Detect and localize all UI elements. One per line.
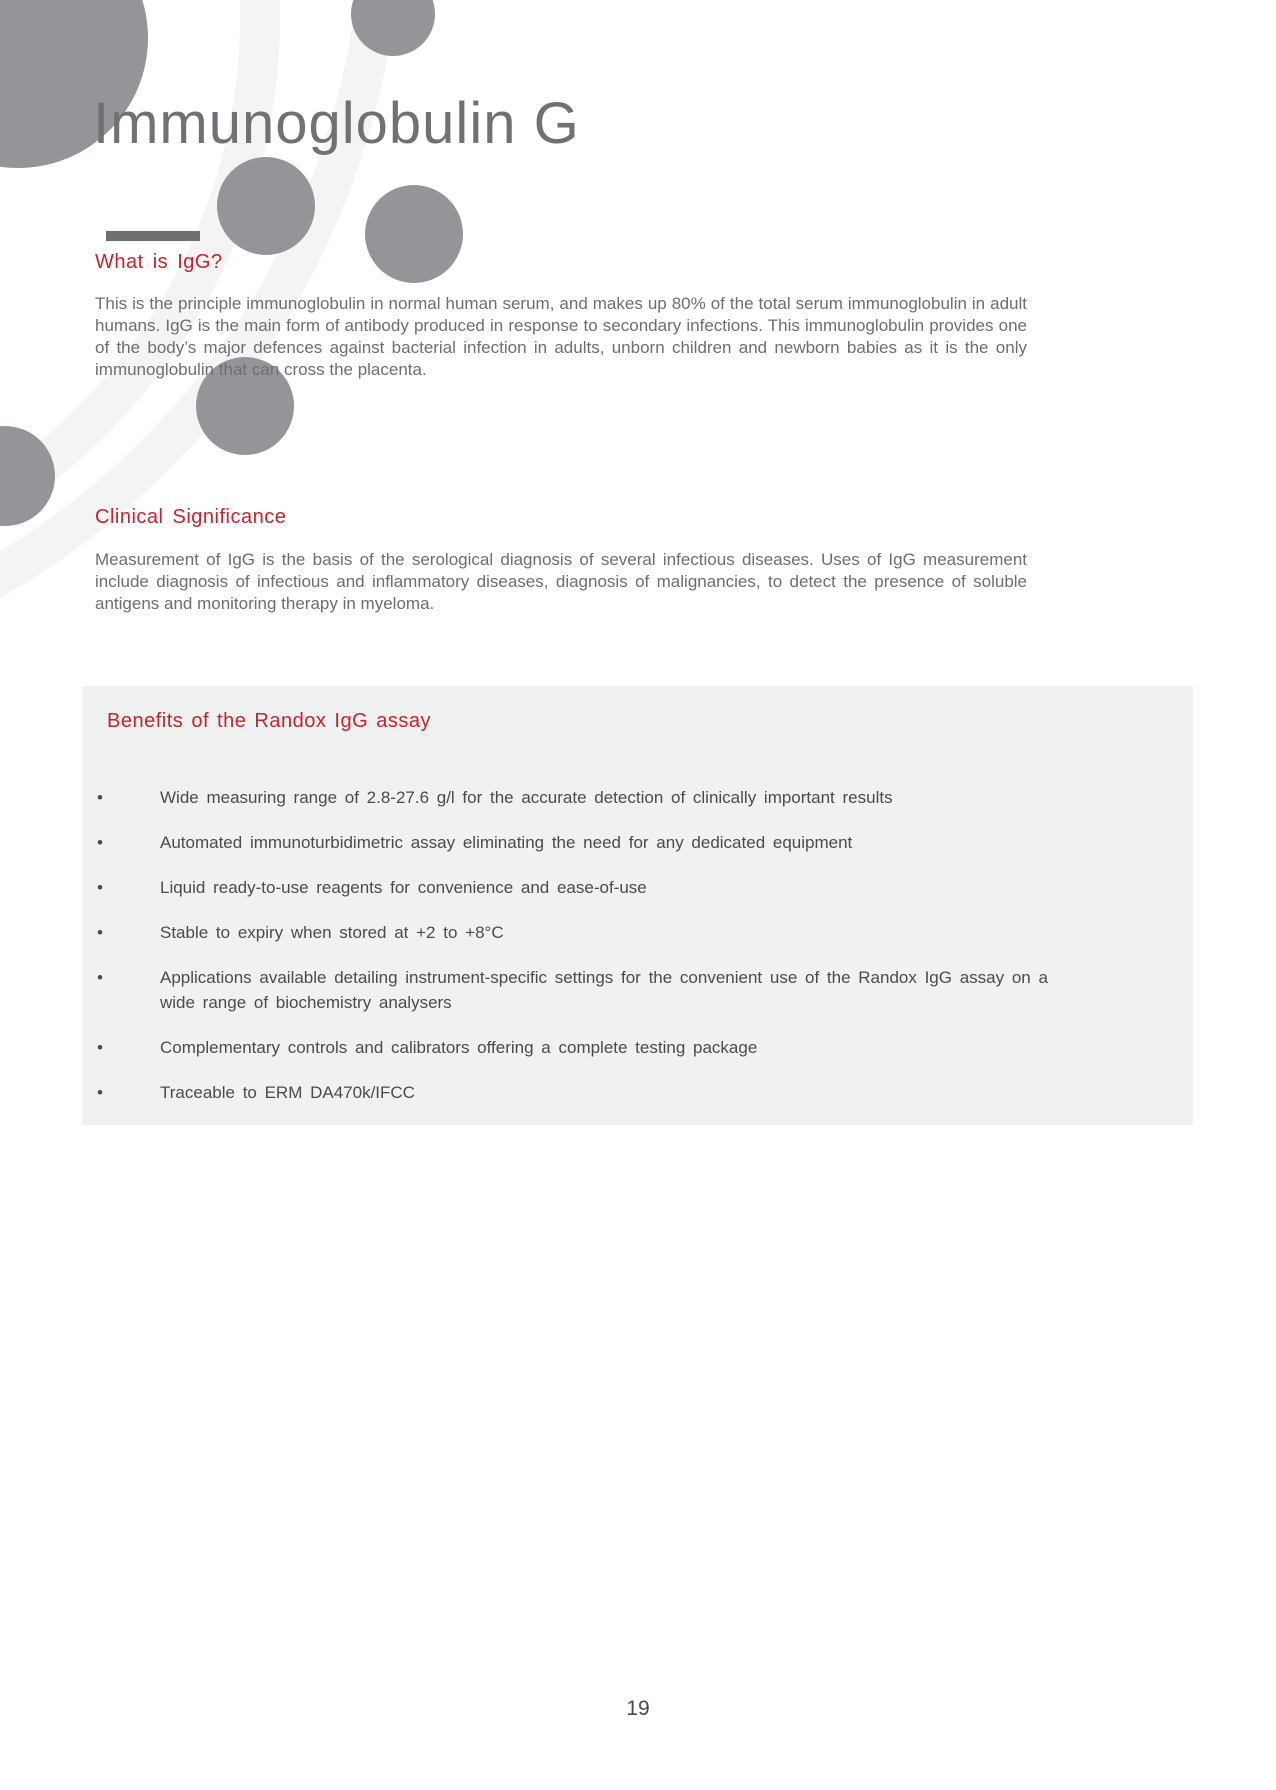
- benefit-item: • Wide measuring range of 2.8-27.6 g/l for the accurate detection of clinically important results: [82, 785, 1193, 810]
- benefits-list: [82, 785, 1193, 1105]
- benefit-item: • Stable to expiry when stored at +2 to +8°C: [82, 920, 1193, 945]
- benefit-item: • Complementary controls and calibrators offering a complete testing package: [82, 1035, 1193, 1060]
- section-heading-what-is-igg: What is IgG?: [95, 251, 223, 273]
- decorative-circle-below-title-left: [217, 157, 315, 255]
- benefits-box: [82, 686, 1193, 1125]
- page-title: Immunoglobulin G: [93, 91, 580, 156]
- decorative-circle-below-title-right: [365, 185, 463, 283]
- section-heading-clinical-significance: Clinical Significance: [95, 506, 287, 528]
- benefits-heading: Benefits of the Randox IgG assay: [107, 710, 431, 732]
- benefit-item: • Automated immunoturbidimetric assay eliminating the need for any dedicated equipment: [82, 830, 1193, 855]
- benefit-item: • Applications available detailing instrument-specific settings for the convenient use of the Randox IgG assay on a wide range of biochemistry analysers: [82, 965, 1193, 1015]
- benefit-item: • Traceable to ERM DA470k/IFCC: [82, 1080, 1193, 1105]
- section-body-clinical-significance: Measurement of IgG is the basis of the serological diagnosis of several infectious diseases. Uses of IgG measurement include diagnosis of infectious and inflammatory diseases, diagnosis of malignancies, to detect the presence of soluble antigens and monitoring therapy in myeloma.: [95, 550, 1027, 613]
- page-number: 19: [626, 1697, 650, 1720]
- title-underline: [106, 231, 200, 241]
- section-body-what-is-igg: This is the principle immunoglobulin in normal human serum, and makes up 80% of the total serum immunoglobulin in adult humans. IgG is the main form of antibody produced in response to secondary infections. This immunoglobulin provides one of the body’s major defences against bacterial infection in adults, unborn children and newborn babies as it is the only immunoglobulin that can cross the placenta.: [95, 294, 1027, 379]
- benefit-item: • Liquid ready-to-use reagents for convenience and ease-of-use: [82, 875, 1193, 900]
